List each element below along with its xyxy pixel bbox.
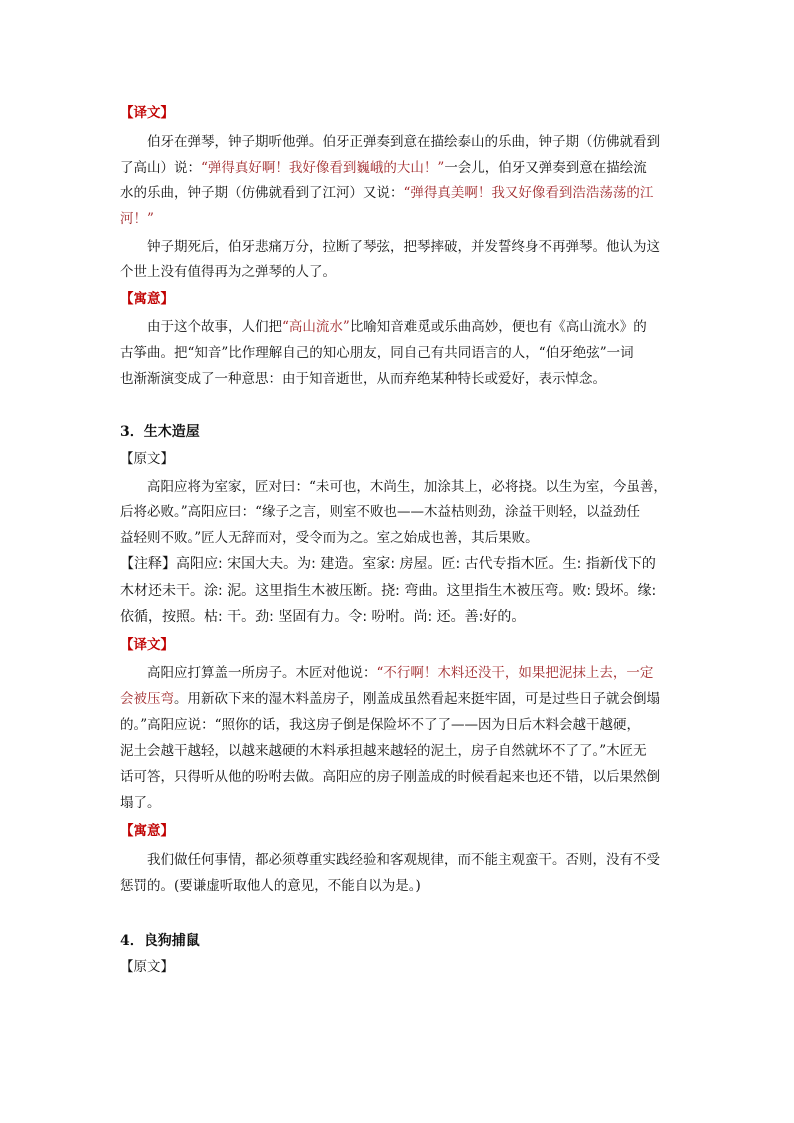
paragraph-line xyxy=(120,690,660,708)
text-run: 了高山）说： xyxy=(120,160,201,176)
paragraph-line: 古筝曲。把“知音”比作理解自己的知心朋友，同自己有共同语言的人，“伯牙绝弦”一词 xyxy=(120,345,634,361)
quote-run: 会被压弯 xyxy=(120,691,174,707)
yuyi-label: 【寓意】 xyxy=(120,823,174,839)
text-run: 。用新砍下来的湿木料盖房子，刚盖成虽然看起来挺牢固，可是过些日子就会倒塌 xyxy=(174,691,660,707)
paragraph-line xyxy=(147,318,647,336)
section-title: 3．生木造屋 xyxy=(120,424,200,440)
annotation-line: 木材还未干。涂: 泥。这里指生木被压断。挠: 弯曲。这里指生木被压弯。败: 毁坏。缘: xyxy=(120,583,657,599)
annotation-line: 依循，按照。枯: 干。劲: 坚固有力。令: 吩咐。尚: 还。善:好的。 xyxy=(120,609,526,625)
quote-run: “弹得真好啊！我好像看到巍峨的大山！” xyxy=(201,160,445,176)
paragraph-line xyxy=(120,159,647,177)
quote-run: “高山流水” xyxy=(282,319,350,335)
paragraph-line: 塌了。 xyxy=(120,795,161,811)
yuyi-label: 【寓意】 xyxy=(120,291,174,307)
text-run: 一会儿，伯牙又弹奏到意在描绘流 xyxy=(444,160,647,176)
paragraph-line: 后将必败。”高阳应曰：“缘子之言，则室不败也——木益枯则劲，涂益干则轻，以益劲任 xyxy=(120,504,641,520)
paragraph-line: 惩罚的。(要谦虚听取他人的意见，不能自以为是。) xyxy=(120,878,421,894)
yiwen-label: 【译文】 xyxy=(120,637,174,653)
text-run: 由于这个故事，人们把 xyxy=(147,319,282,335)
paragraph-line: 钟子期死后，伯牙悲痛万分，拉断了琴弦，把琴摔破，并发誓终身不再弹琴。他认为这 xyxy=(147,239,660,255)
paragraph-line: 高阳应将为室家，匠对曰：“未可也，木尚生，加涂其上，必将挠。以生为室，今虽善， xyxy=(147,479,667,495)
paragraph-line: 也渐渐演变成了一种意思：由于知音逝世，从而弃绝某种特长或爱好，表示悼念。 xyxy=(120,371,606,387)
text-run: 水的乐曲，钟子期（仿佛就看到了江河）又说： xyxy=(120,185,404,201)
paragraph-line: 我们做任何事情，都必须尊重实践经验和客观规律，而不能主观蛮干。否则，没有不受 xyxy=(147,852,660,868)
yuanwen-label: 【原文】 xyxy=(120,451,174,467)
text-run: 高阳应打算盖一所房子。木匠对他说： xyxy=(147,665,377,681)
paragraph-line: 河！” xyxy=(120,211,154,227)
paragraph-line: 的。”高阳应说：“照你的话，我这房子倒是保险坏不了了——因为日后木料会越干越硬， xyxy=(120,717,641,733)
yiwen-label: 【译文】 xyxy=(120,105,174,121)
quote-run: “弹得真美啊！我又好像看到浩浩荡荡的江 xyxy=(403,185,654,201)
paragraph-line: 泥土会越干越轻，以越来越硬的木料承担越来越轻的泥土，房子自然就坏不了了。”木匠无 xyxy=(120,743,647,759)
paragraph-line: 伯牙在弹琴，钟子期听他弹。伯牙正弹奏到意在描绘泰山的乐曲，钟子期（仿佛就看到 xyxy=(147,134,660,150)
yuanwen-label: 【原文】 xyxy=(120,959,174,975)
paragraph-line xyxy=(147,664,653,682)
section-title: 4．良狗捕鼠 xyxy=(120,933,200,949)
paragraph-line: 益轻则不败。”匠人无辞而对，受令而为之。室之始成也善，其后果败。 xyxy=(120,530,539,546)
paragraph-line xyxy=(120,184,653,202)
paragraph-line: 个世上没有值得再为之弹琴的人了。 xyxy=(120,264,336,280)
annotation-line: 【注释】高阳应: 宋国大夫。为: 建造。室家: 房屋。匠: 古代专指木匠。生: 指新伐下的 xyxy=(120,556,656,572)
paragraph-line: 话可答，只得听从他的吩咐去做。高阳应的房子刚盖成的时候看起来也还不错，以后果然倒 xyxy=(120,769,660,785)
text-run: 比喻知音难觅或乐曲高妙，便也有《高山流水》的 xyxy=(349,319,647,335)
quote-run: “不行啊！木料还没干，如果把泥抹上去，一定 xyxy=(376,665,654,681)
